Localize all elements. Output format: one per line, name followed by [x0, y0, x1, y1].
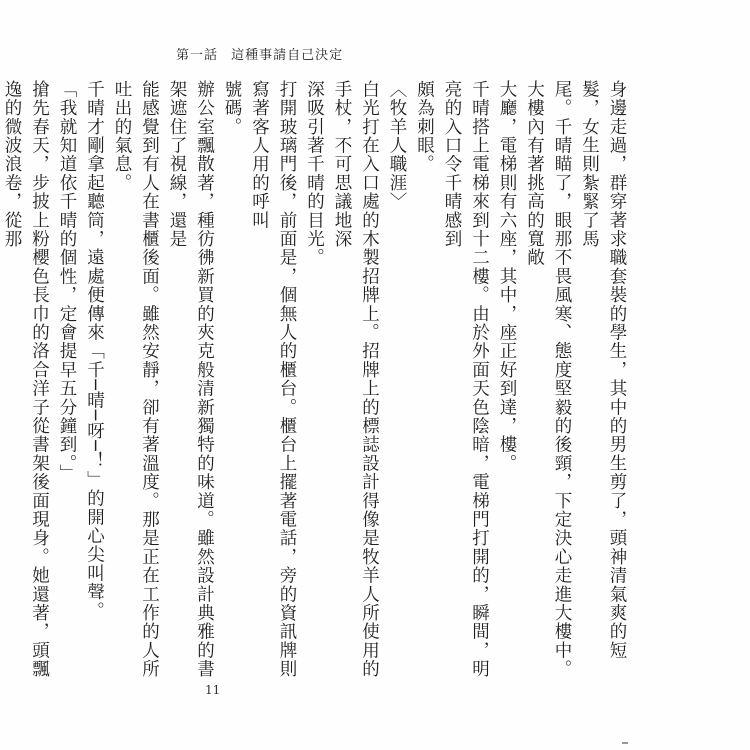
text-line: 〈牧羊人職涯〉 — [387, 80, 407, 211]
text-line: 「我就知道依千晴的個性，定會提早五分鐘到。」 — [57, 80, 77, 483]
chapter-label: 第一話 — [176, 48, 219, 63]
text-line: 大廳，電梯則有六座，其中，座正好到達，樓。 — [497, 80, 517, 473]
print-mark — [622, 742, 628, 744]
text-line: 身邊走過，群穿著求職套裝的學生，其中的男生剪了，頭神清氣爽的短髮，女生則紮緊了馬 — [579, 80, 627, 660]
text-line: 千晴才剛拿起聽筒，遠處便傳來「千─晴─呀─！」的開心尖叫聲。 — [84, 80, 105, 621]
running-head — [176, 44, 351, 63]
text-line: 千晴搭上電梯來到十二樓。由於外面天色陰暗，電梯門打開的，瞬間，明亮的入口令千晴感到 — [442, 80, 490, 679]
text-line: 頗為刺眼。 — [414, 80, 435, 174]
page-number: 11 — [205, 683, 221, 697]
text-line: 搶先春天，步披上粉櫻色長巾的洛合洋子從書架後面現身。她還著，頭飄逸的微波浪卷，從那 — [2, 80, 50, 679]
text-line: 尾。千晴瞄了，眼那不畏風寒、態度堅毅的後頸，下定決心走進大樓中。大樓內有著挑高的寬敞 — [524, 80, 572, 679]
text-line: 打開玻璃門後，前面是，個無人的櫃台。櫃台上擺著電話，旁的資訊牌則寫著客人用的呼叫 — [249, 80, 297, 679]
body-text — [2, 80, 630, 680]
text-line: 能感覺到有人在書櫃後面。雖然安靜，卻有著溫度。那是正在工作的人所吐出的氣息。 — [112, 80, 160, 679]
text-line: 深吸引著千晴的目光。 — [304, 80, 325, 267]
text-line: 辦公室飄散著，種彷彿新買的夾克般清新獨特的味道。雖然設計典雅的書架遮住了視線，還是 — [167, 80, 215, 679]
text-line: 號碼。 — [222, 80, 242, 137]
chapter-title: 這種事請自己決定 — [231, 48, 344, 63]
text-line: 白光打在入口處的木製招牌上。招牌上的標誌設計得像是牧羊人所使用的手杖，不可思議地深 — [332, 80, 380, 679]
